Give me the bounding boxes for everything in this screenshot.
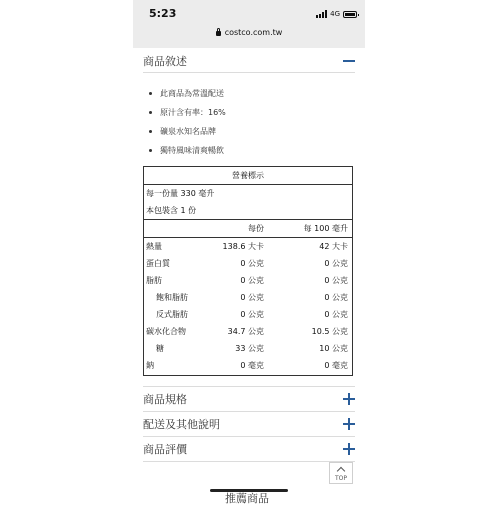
nutrient-name: 脂肪 <box>146 276 162 285</box>
per-serving-value: 0 公克 <box>240 259 264 268</box>
plus-icon[interactable] <box>343 443 355 455</box>
status-time: 5:23 <box>149 7 177 20</box>
nutrient-name: 碳水化合物 <box>146 327 186 336</box>
per-serving-value: 0 毫克 <box>240 361 264 370</box>
table-row <box>144 306 352 323</box>
section-description-header[interactable] <box>143 50 355 72</box>
url-text: costco.com.tw <box>224 27 283 37</box>
minus-icon[interactable] <box>343 60 355 62</box>
per-serving-value: 0 公克 <box>240 293 264 302</box>
nutrient-name: 飽和脂肪 <box>156 293 188 302</box>
table-row <box>144 255 352 272</box>
servings-per-pack-row <box>144 202 352 219</box>
network-label: 4G <box>330 10 340 18</box>
recommended-heading: 推薦商品 <box>225 492 269 505</box>
section-reviews-header[interactable] <box>143 438 355 460</box>
divider <box>143 386 355 387</box>
section-shipping-header[interactable] <box>143 413 355 435</box>
servings-per-pack: 本包裝含 1 份 <box>146 206 197 215</box>
back-to-top-button[interactable] <box>329 462 353 484</box>
chevron-up-icon <box>337 466 345 474</box>
per-100-value: 0 毫克 <box>324 361 348 370</box>
plus-icon[interactable] <box>343 418 355 430</box>
list-item-text: 此商品為常溫配送 <box>160 89 224 98</box>
per-100-value: 0 公克 <box>324 259 348 268</box>
lock-icon <box>216 31 221 36</box>
description-list <box>149 84 226 160</box>
table-row <box>144 357 352 374</box>
plus-icon[interactable] <box>343 393 355 405</box>
section-title: 商品敘述 <box>143 55 187 68</box>
per-100-value: 0 公克 <box>324 293 348 302</box>
serving-size: 每一份量 330 毫升 <box>146 189 215 198</box>
nutrient-name: 熱量 <box>146 242 162 251</box>
table-row <box>144 323 352 340</box>
section-specs-header[interactable] <box>143 388 355 410</box>
status-bar <box>133 0 365 48</box>
table-row <box>144 289 352 306</box>
section-title: 商品評價 <box>143 443 187 456</box>
table-row <box>144 272 352 289</box>
table-row <box>144 238 352 255</box>
signal-icon <box>316 10 327 18</box>
home-indicator[interactable] <box>210 489 288 492</box>
serving-size-row <box>144 185 352 202</box>
nutrient-name: 糖 <box>156 344 164 353</box>
nutrition-title-text: 營養標示 <box>232 171 264 180</box>
list-item-text: 礦泉水知名品牌 <box>160 127 216 136</box>
per-serving-value: 33 公克 <box>235 344 264 353</box>
top-label: TOP <box>334 474 347 482</box>
divider <box>143 461 355 462</box>
list-item <box>149 122 226 141</box>
per-serving-value: 0 公克 <box>240 276 264 285</box>
bullet-icon <box>149 111 152 114</box>
battery-icon <box>343 11 357 18</box>
nutrient-name: 蛋白質 <box>146 259 170 268</box>
nutrient-name: 鈉 <box>146 361 154 370</box>
status-indicators <box>316 9 357 19</box>
section-title: 商品規格 <box>143 393 187 406</box>
section-title: 配送及其他說明 <box>143 418 220 431</box>
column-header-row <box>144 220 352 237</box>
list-item-text: 原汁含有率：16% <box>160 108 226 117</box>
per-100-value: 10 公克 <box>319 344 348 353</box>
left-margin <box>0 0 133 498</box>
address-bar[interactable] <box>133 25 365 39</box>
phone-screen <box>133 0 365 505</box>
right-margin <box>365 0 498 498</box>
nutrient-name: 反式脂肪 <box>156 310 188 319</box>
per-100-value: 10.5 公克 <box>311 327 348 336</box>
bullet-icon <box>149 149 152 152</box>
per-serving-value: 34.7 公克 <box>227 327 264 336</box>
list-item <box>149 103 226 122</box>
divider <box>143 72 355 73</box>
table-row <box>144 340 352 357</box>
per-100-value: 0 公克 <box>324 276 348 285</box>
bullet-icon <box>149 92 152 95</box>
bullet-icon <box>149 130 152 133</box>
col-per-serving: 每份 <box>248 224 264 233</box>
divider <box>143 436 355 437</box>
col-per-100ml: 每 100 毫升 <box>303 224 348 233</box>
divider <box>143 411 355 412</box>
per-serving-value: 138.6 大卡 <box>222 242 264 251</box>
nutrition-title <box>144 167 352 184</box>
per-100-value: 0 公克 <box>324 310 348 319</box>
per-serving-value: 0 公克 <box>240 310 264 319</box>
list-item <box>149 84 226 103</box>
nutrition-table <box>143 166 353 376</box>
per-100-value: 42 大卡 <box>319 242 348 251</box>
list-item <box>149 141 226 160</box>
list-item-text: 獨特風味清爽暢飲 <box>160 146 224 155</box>
